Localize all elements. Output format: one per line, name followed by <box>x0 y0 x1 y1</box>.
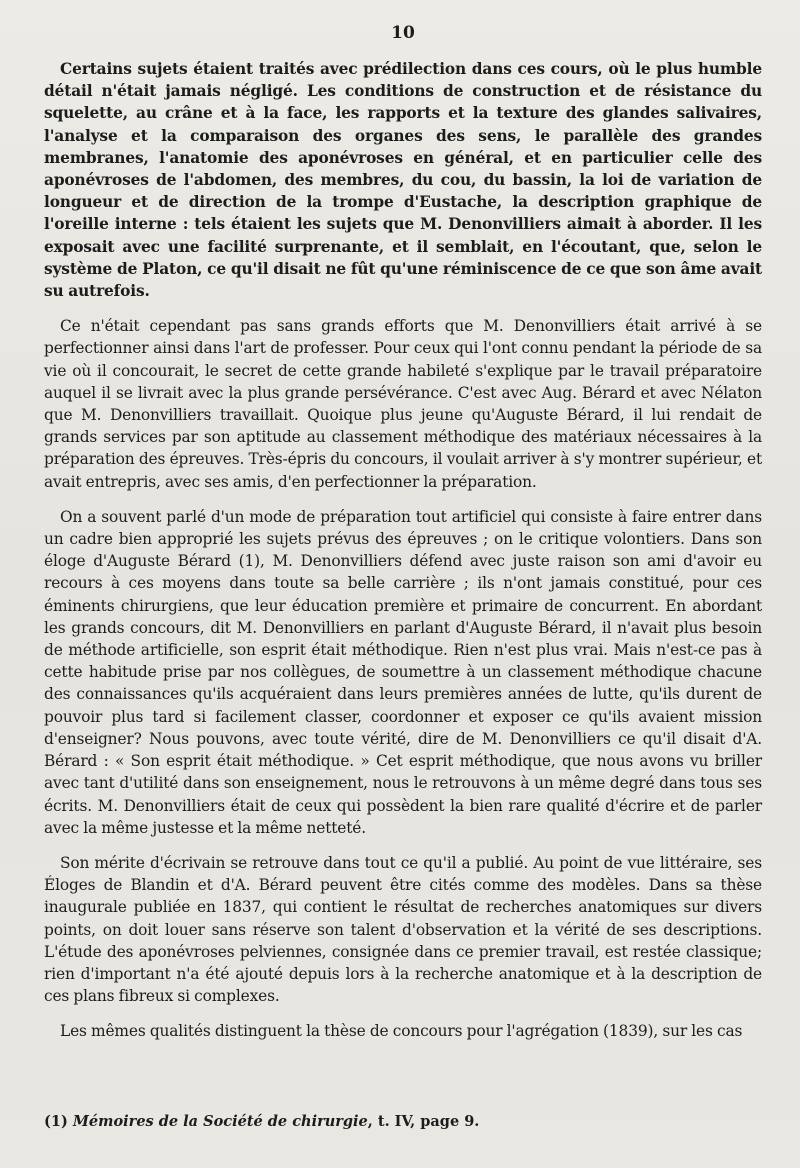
paragraph-4: Son mérite d'écrivain se retrouve dans tout ce qu'il a publié. Au point de vue littéraire, ses Éloges de Blandin et d'A. Bérard peuvent être cités comme des modèles. Dans sa thèse inaugurale publiée en 1837, qui contient le résultat de recherches anatomiques sur divers points, on doit louer sans réserve son talent d'observation et la vérité de ses descriptions. L'étude des aponévroses pelviennes, consignée dans ce premier travail, est restée classique; rien d'important n'a été ajouté depuis lors à la recherche anatomique et à la description de ces plans fibreux si complexes. <box>44 853 762 1006</box>
footnote-rest: , t. IV, page 9. <box>367 1113 480 1130</box>
footnote-title: Mémoires de la Société de chirurgie <box>72 1113 368 1130</box>
page-number: 10 <box>391 23 415 43</box>
body-text <box>44 58 762 1043</box>
paragraph-2: Ce n'était cependant pas sans grands efforts que M. Denonvilliers était arrivé à se perfectionner ainsi dans l'art de professer. Pour ceux qui l'ont connu pendant la période de sa vie où il concourait, le secret de cette grande habileté s'explique par le travail préparatoire auquel il se livrait avec la plus grande persévérance. C'est avec Aug. Bérard et avec Nélaton que M. Denonvilliers travaillait. Quoique plus jeune qu'Auguste Bérard, il lui rendait de grands services par son aptitude au classement méthodique des matériaux nécessaires à la préparation des épreuves. Très-épris du concours, il voulait arriver à s'y montrer supérieur, et avait entrepris, avec ses amis, d'en perfectionner la préparation. <box>44 317 762 491</box>
paragraph-1: Certains sujets étaient traités avec prédilection dans ces cours, où le plus humble détail n'était jamais négligé. Les conditions de construction et de résistance du squelette, au crâne et à la face, les rapports et la texture des glandes salivaires, l'analyse et la comparaison des organes des sens, le parallèle des grandes membranes, l'anatomie des aponévroses en général, et en particulier celle des aponévroses de l'abdomen, des membres, du cou, du bassin, la loi de variation de longueur et de direction de la trompe d'Eustache, la description graphique de l'oreille interne : tels étaient les sujets que M. Denonvilliers aimait à aborder. Il les exposait avec une facilité surprenante, et il semblait, en l'écoutant, que, selon le système de Platon, ce qu'il disait ne fût qu'une réminiscence de ce que son âme avait su autrefois. <box>44 60 762 301</box>
footnote <box>44 1112 479 1132</box>
paragraph-5: Les mêmes qualités distinguent la thèse de concours pour l'agrégation (1839), sur les cas <box>60 1022 743 1041</box>
paragraph-3: On a souvent parlé d'un mode de préparation tout artificiel qui consiste à faire entrer dans un cadre bien approprié les sujets prévus des épreuves ; on le critique volontiers. Dans son éloge d'Auguste Bérard (1), M. Denonvilliers défend avec juste raison son ami d'avoir eu recours à ces moyens dans toute sa belle carrière ; ils n'ont jamais constitué, pour ces éminents chirurgiens, que leur éducation première et primaire de concurrent. En abordant les grands concours, dit M. Denonvilliers en parlant d'Auguste Bérard, il n'avait plus besoin de méthode artificielle, son esprit était méthodique. Rien n'est plus vrai. Mais n'est-ce pas à cette habitude prise par nos collègues, de soumettre à un classement méthodique chacune des connaissances qu'ils acquéraient dans leurs premières années de lutte, qu'ils durent de pouvoir plus tard si facilement classer, coordonner et exposer ce qu'ils avaient mission d'enseigner? Nous pouvons, avec toute vérité, dire de M. Denonvilliers ce qu'il disait d'A. Bérard : « Son esprit était méthodique. » Cet esprit méthodique, que nous avons vu briller avec tant d'utilité dans son enseignement, nous le retrouvons à un même degré dans tous ses écrits. M. Denonvilliers était de ceux qui possèdent la bien rare qualité d'écrire et de parler avec la même justesse et la même netteté. <box>44 507 762 837</box>
footnote-marker: (1) <box>44 1113 68 1130</box>
